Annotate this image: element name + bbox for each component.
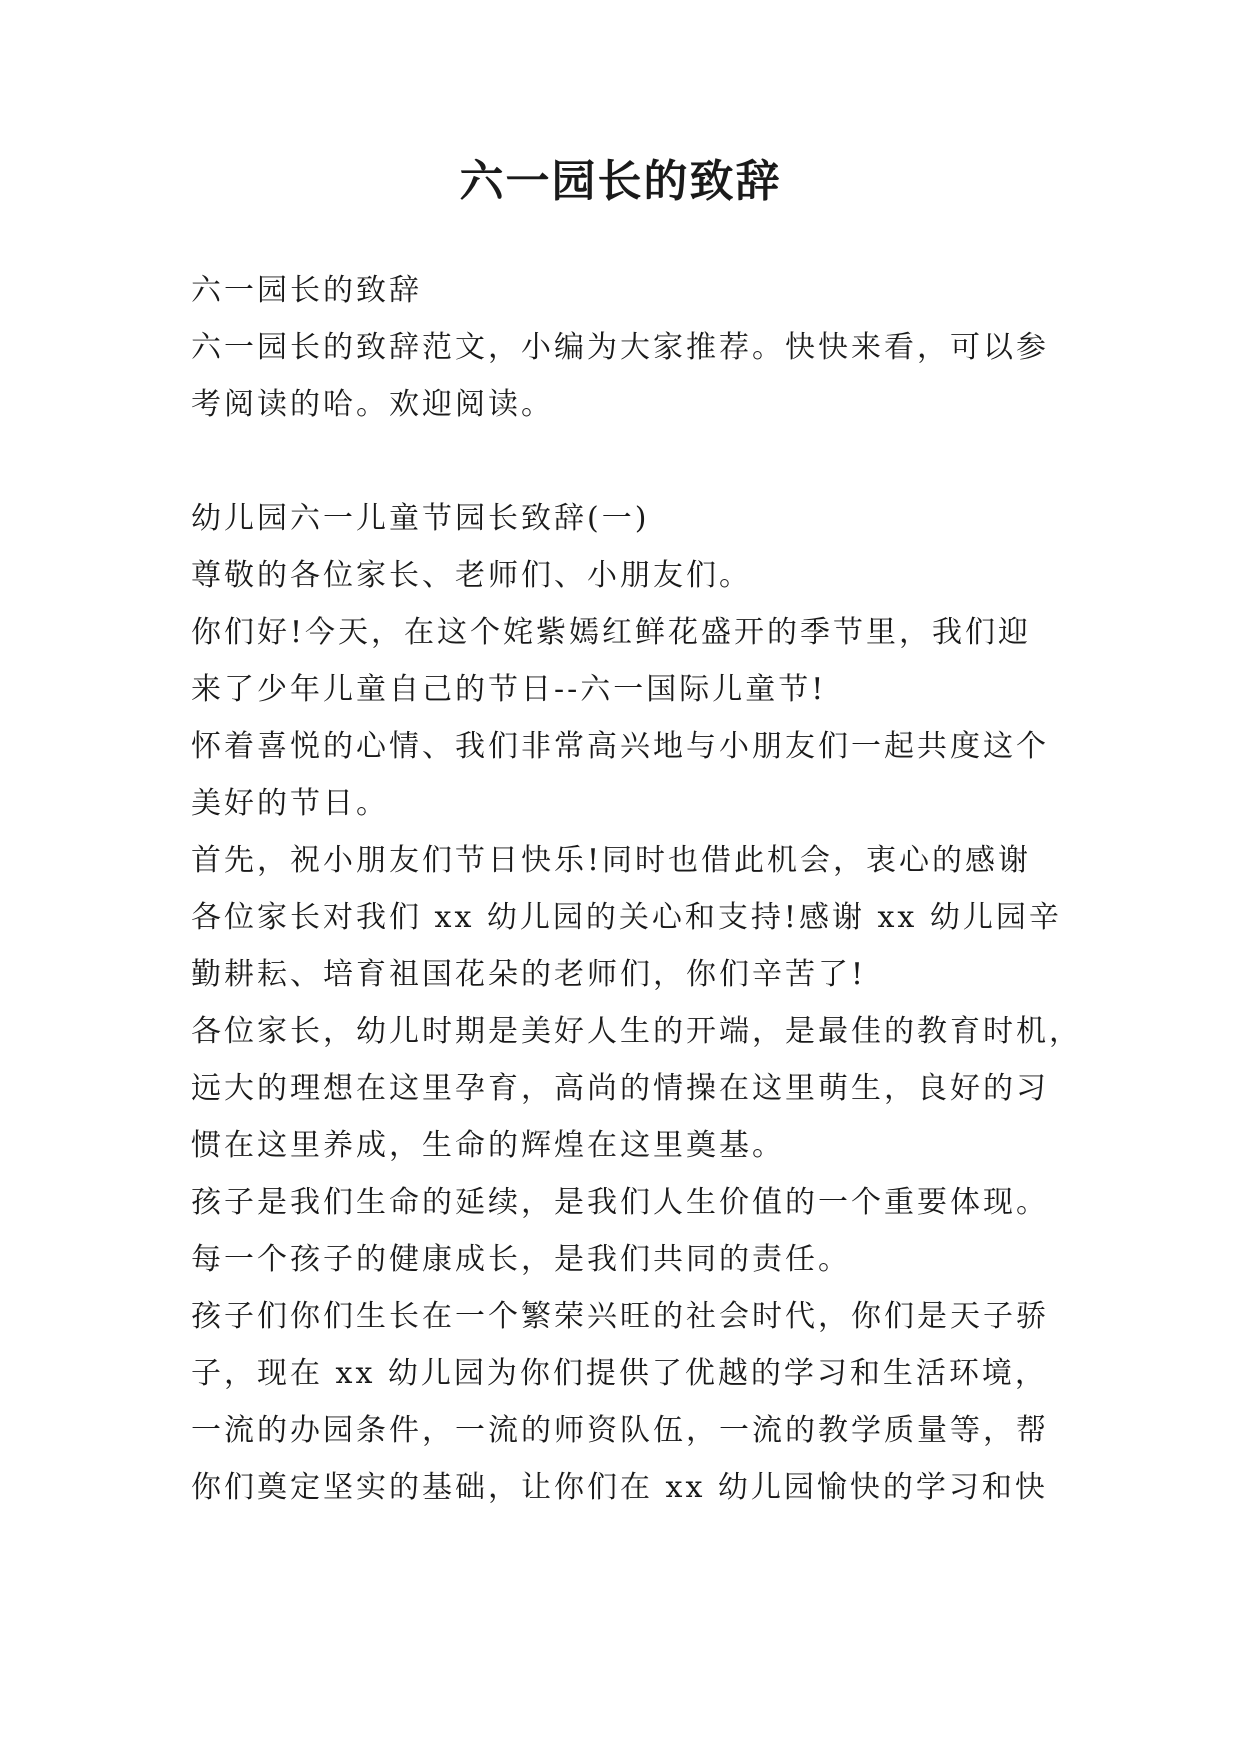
body-line: 每一个孩子的健康成长，是我们共同的责任。	[191, 1242, 851, 1277]
body-line: 各位家长对我们 xx 幼儿园的关心和支持!感谢 xx 幼儿园辛	[191, 900, 1062, 935]
body-line: 惯在这里养成，生命的辉煌在这里奠基。	[191, 1128, 785, 1163]
body-line: 首先，祝小朋友们节日快乐!同时也借此机会，衷心的感谢	[191, 843, 1032, 878]
body-line: 你们好!今天，在这个姹紫嫣红鲜花盛开的季节里，我们迎	[191, 615, 1032, 650]
body-line: 六一园长的致辞范文，小编为大家推荐。快快来看，可以参	[191, 330, 1049, 365]
body-line-heading: 六一园长的致辞	[191, 273, 422, 308]
body-line: 一流的办园条件，一流的师资队伍，一流的教学质量等，帮	[191, 1413, 1049, 1448]
body-line: 各位家长，幼儿时期是美好人生的开端，是最佳的教育时机，	[191, 1014, 1082, 1049]
body-line: 远大的理想在这里孕育，高尚的情操在这里萌生，良好的习	[191, 1071, 1049, 1106]
document-title: 六一园长的致辞	[459, 156, 782, 207]
body-line: 尊敬的各位家长、老师们、小朋友们。	[191, 558, 752, 593]
section-heading: 幼儿园六一儿童节园长致辞(一)	[191, 501, 650, 536]
body-line: 考阅读的哈。欢迎阅读。	[191, 387, 554, 422]
body-line: 孩子是我们生命的延续，是我们人生价值的一个重要体现。	[191, 1185, 1049, 1220]
body-line: 勤耕耘、培育祖国花朵的老师们，你们辛苦了!	[191, 957, 867, 992]
body-line: 孩子们你们生长在一个繁荣兴旺的社会时代，你们是天子骄	[191, 1299, 1049, 1334]
body-line: 子，现在 xx 幼儿园为你们提供了优越的学习和生活环境，	[191, 1356, 1048, 1391]
body-line: 来了少年儿童自己的节日--六一国际儿童节!	[191, 672, 827, 707]
body-line: 美好的节日。	[191, 786, 389, 821]
body-line: 你们奠定坚实的基础，让你们在 xx 幼儿园愉快的学习和快	[191, 1470, 1048, 1505]
body-line: 怀着喜悦的心情、我们非常高兴地与小朋友们一起共度这个	[191, 729, 1049, 764]
blank-line	[191, 433, 1091, 490]
document-body	[191, 262, 1091, 1516]
